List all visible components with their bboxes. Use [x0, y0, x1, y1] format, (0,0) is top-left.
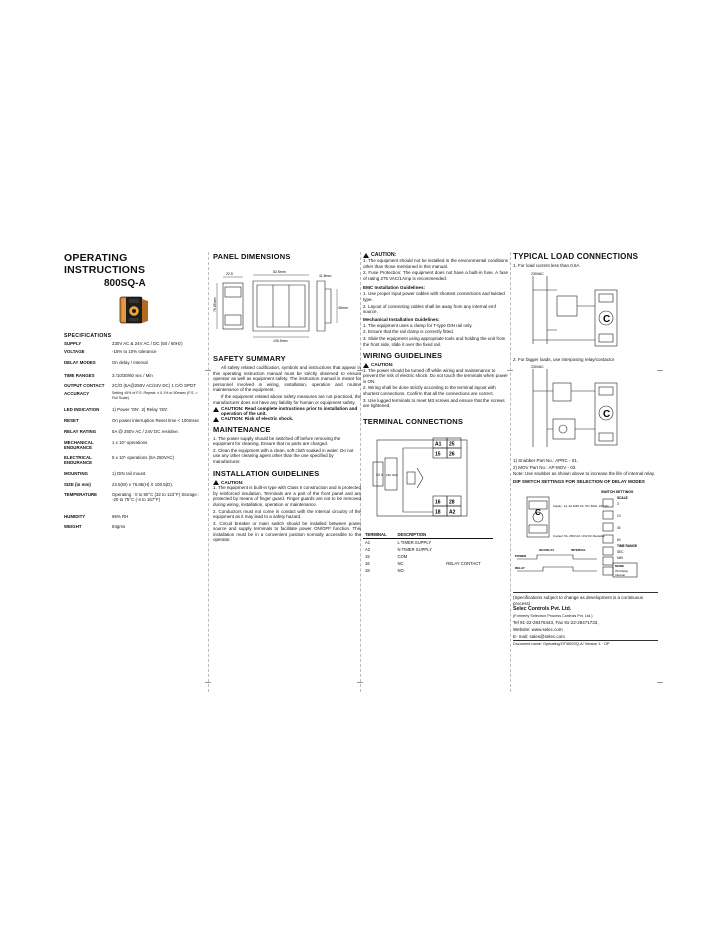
dim-label: 22.5 [226, 272, 233, 276]
table-cell [444, 538, 493, 546]
caution-text: CAUTION: [371, 362, 394, 368]
spec-row [64, 391, 204, 401]
panel-dimensions-diagram [213, 263, 361, 343]
caution-item: 2. Fuse Protection: The equipment does not have a built-in fuse. A fuse of rating 275 VAC/1Amp is recommended. [363, 270, 508, 281]
usage-note: Note: Use snubber as shown above to increase the life of internal relay. [513, 471, 655, 477]
caution-text: CAUTION: [221, 479, 244, 485]
switch-settings-label: SWITCH SETTINGS [601, 489, 634, 494]
spec-value: Setting ±5% of F.S. Repeat: ± 0.1% or 50msec (F.S. = Full Scale) [112, 391, 198, 400]
terminal-label: A1 [435, 441, 442, 448]
timer-device-icon [116, 295, 154, 325]
terminal-label: 16 [435, 499, 441, 506]
spec-value: -15% to 10% tolerance [112, 349, 157, 354]
table-row [363, 538, 493, 546]
maintenance-item: 2. Clean the equipment with a clean, soft cloth soaked in water. Do not use any other cleaning agent other than the one specified by manufacturer. [213, 447, 354, 465]
spec-key: ELECTRICAL ENDURANCE [64, 455, 93, 465]
power-label: POWER [515, 553, 527, 558]
spec-key: MOUNTING [64, 471, 88, 476]
company-tel: Tel 91-22-28476443, Fax 91-22-28471733, [513, 620, 599, 626]
logo-c-icon: C [535, 507, 541, 517]
caution-text: CAUTION: Read complete instructions prior to installation and operation of the unit. [221, 406, 358, 417]
spec-key: OUTPUT CONTACT [64, 383, 105, 388]
company-info [513, 592, 658, 648]
spec-value: Operating : 0 to 50°C (32 to 122°F) Storage : -20 to 75°C (-4 to 167°F) [112, 492, 200, 502]
spec-value: On delay / Interval [112, 360, 148, 365]
spec-value: 95% RH [112, 514, 129, 519]
maintenance-heading: MAINTENANCE [213, 424, 271, 434]
spec-row [64, 341, 204, 346]
spec-key: TIME RANGES [64, 373, 95, 378]
spec-row [64, 514, 204, 519]
panel-dimensions-heading: PANEL DIMENSIONS [213, 252, 291, 261]
dim-label: 100.5mm [273, 339, 288, 343]
relay-label: RELAY [515, 565, 525, 570]
terminal-label: 18 [435, 509, 441, 516]
scale-value: 60 [617, 537, 621, 542]
warning-icon [363, 363, 369, 368]
supply-label: 230VAC [531, 365, 544, 370]
spec-row [64, 492, 204, 502]
mov-note: 2) MOV Part No.: AP-MOV - 03. [513, 464, 577, 470]
fold-tick [205, 682, 211, 683]
table-row [363, 553, 493, 560]
snubber-note: 1) Snubber Part No.: APRC - 01. [513, 458, 579, 464]
mechanical-item: 3. Slide the equipment using appropriate tools and holding the unit from the front side, slide it over the fixed rail. [363, 335, 506, 347]
installation-item: 1. The equipment is built-in type with Class II construction and is protected by reinforced insulation. Terminals are a part of the front panel and are protected by means of finger guard. Finger guards are not to be removed during wiring, installation, operation or maintenance. [213, 485, 361, 507]
spec-value: 2C/O (5A@250V AC/24V DC) 1 C/O SPDT [112, 383, 196, 388]
company-website: Website: www.selec.com [513, 626, 563, 632]
mode-label: MODE [615, 563, 624, 568]
spec-row [64, 429, 204, 434]
specifications-heading: SPECIFICATIONS [64, 333, 112, 339]
scale-label: SCALE [617, 495, 628, 500]
spec-row [64, 482, 204, 487]
time-range-value: SEC [617, 549, 624, 554]
spec-row [64, 440, 204, 450]
fold-line [208, 252, 209, 692]
maintenance-item: 1. The power supply should be switched off before removing the equipment for cleaning. Ensure that no parts are charged. [213, 435, 341, 447]
spec-row [64, 360, 204, 365]
spec-value: 5 x 10⁵ operations (5A 250VAC) [112, 455, 175, 460]
column-panel-safety [213, 252, 361, 692]
spec-row [64, 373, 204, 378]
spec-key: SUPPLY [64, 341, 82, 346]
fold-line [510, 252, 511, 692]
table-header: DESCRIPTION [395, 531, 444, 539]
wiring-item: 2. Wiring shall be done strictly according to the terminal layout with shortest connections. Confirm that all the connections are correct. [363, 385, 496, 396]
spec-value: 3 /10/30/60 sec / Min [112, 373, 153, 378]
supply-label: 230 VAC [386, 472, 398, 477]
spec-key: HUMIDITY [64, 514, 86, 519]
spec-row [64, 455, 204, 465]
safety-body: All safety related codification, symbols and instructions that appear in this operating instruction manual must be strictly observed to ensure operator as well as equipment safety. The instruction manual is meant for personnel involved in wiring, installation, operation and routine maintenance of the equipment. [213, 365, 361, 393]
spec-change-note: (Specifications subject to change as development is a continuous process) [513, 594, 644, 606]
column-wiring [363, 252, 508, 692]
typical-note-1: 1. For load current less than 0.5A [513, 263, 580, 268]
warning-icon [363, 253, 369, 258]
wiring-guidelines-heading: WIRING GUIDELINES [363, 351, 443, 361]
spec-value: On power interruption Reset time < 100msec [112, 418, 200, 423]
interval-label: INTERVAL [571, 547, 586, 552]
load-connection-diagram-1 [513, 270, 653, 350]
terminal-label: 25 [449, 441, 455, 448]
supply-label: 230VAC [531, 271, 544, 276]
time-range-label: TIME RANGE [617, 543, 638, 548]
spec-key: RESET [64, 418, 79, 423]
dip-switch-diagram [513, 485, 653, 583]
warning-icon [213, 417, 219, 422]
spec-key: LED INDICATION [64, 407, 100, 412]
spec-value: 5A @ 250V AC / 24V DC resistive. [112, 429, 179, 434]
installation-item: 3. Circuit breaker or main switch should be installed between power source and supply terminals to facilitate power ON/OFF function. This installation must be in a convenient position normally accessible to the operator. [213, 520, 361, 543]
table-cell: 16 [365, 560, 370, 566]
table-cell: COM [397, 553, 408, 559]
typical-load-heading: TYPICAL LOAD CONNECTIONS [513, 252, 639, 261]
specifications-list [64, 341, 204, 529]
mode-value: ON Delay [615, 568, 629, 573]
safety-summary-heading: SAFETY SUMMARY [213, 354, 286, 363]
logo-c-icon: C [603, 409, 611, 421]
table-cell: 18 [365, 567, 370, 573]
fold-tick [205, 370, 211, 371]
dim-label: 11.5mm [319, 274, 332, 278]
emc-item: 1. Use proper input power cables with shortest connections and twisted type. [363, 291, 505, 302]
installation-heading: INSTALLATION GUIDELINES [213, 468, 320, 478]
spec-row [64, 524, 204, 529]
spec-row [64, 418, 204, 423]
wiring-item: 1. The power should be turned off while wiring and maintenance to prevent the risk of electric shock. Do not touch the terminals when power is ON. [363, 367, 508, 384]
scale-value: 30 [617, 525, 621, 530]
model-number: 800SQ-A [104, 278, 146, 289]
table-row [363, 546, 493, 553]
spec-key: SIZE (in mm) [64, 482, 91, 487]
terminal-connections-diagram [363, 428, 503, 520]
spec-value: 1) DIN rail mount. [112, 471, 147, 476]
table-cell: A2 [365, 546, 371, 552]
spec-key: VOLTAGE [64, 349, 85, 354]
caution-text: CAUTION: Risk of electric shock. [221, 416, 294, 422]
supply-spec-text: Supply : A1, A2 230V AC, 50 / 60Hz, 24V DC [553, 503, 609, 508]
mechanical-heading: Mechanical Installation Guidelines: [363, 316, 440, 322]
terminal-label: A2 [449, 509, 456, 516]
spec-key: WEIGHT [64, 524, 82, 529]
warning-icon [213, 407, 219, 412]
table-header-row [363, 531, 493, 539]
caution-read-instructions [213, 406, 361, 416]
table-cell: A1 [365, 539, 371, 545]
document-name: Document name: Operating/OT/800SQ-A/ Version 1 · OP [513, 640, 658, 648]
table-cell: L TIMER SUPPLY [397, 539, 432, 545]
dip-switch-heading: DIP SWITCH SETTINGS FOR SELECTION OF DELAY MODES [513, 478, 645, 484]
spec-key: MECHANICAL ENDURANCE [64, 440, 94, 450]
spec-value: 84gms [112, 524, 126, 529]
terminal-table [363, 531, 493, 574]
safety-body-2: If the equipment related above safety measures are not practiced, the manufacturer does not have any liability for human or equipment safety. [213, 393, 361, 405]
spec-key: DELAY MODES [64, 360, 96, 365]
relay-contact-label: RELAY CONTACT [446, 560, 481, 566]
caution-text: CAUTION: [371, 252, 397, 258]
table-cell: N TIMER SUPPLY [397, 546, 433, 552]
spec-row [64, 471, 204, 476]
wiring-item: 3. Use lugged terminals to meet M3 screws and ensure that the screws are tightened. [363, 397, 505, 409]
typical-note-2: 2. For bigger loads, use interposing relay/contactor [513, 356, 615, 362]
load-connection-diagram-2 [513, 363, 653, 453]
instruction-sheet [58, 252, 655, 692]
company-name: Selec Controls Pvt. Ltd. [513, 606, 572, 613]
spec-row [64, 407, 204, 412]
company-email: E- mail: sales@selec.com [513, 633, 565, 639]
spec-row [64, 349, 204, 354]
spec-row [64, 383, 204, 388]
spec-key: RELAY RATING [64, 429, 97, 434]
terminal-connections-heading: TERMINAL CONNECTIONS [363, 416, 464, 426]
table-cell: NC [397, 560, 404, 566]
scale-value: 10 [617, 513, 621, 518]
terminal-label: 15 [435, 451, 441, 458]
table-cell [444, 546, 493, 553]
time-range-value: MIN [617, 555, 623, 560]
supply-label: 24 V [376, 472, 383, 477]
on-delay-label: ON DELAY [539, 547, 555, 552]
table-cell: NO [397, 567, 404, 573]
dim-label: 76.85mm [213, 297, 217, 312]
caution-item: 1. The equipment should not be installed in the environmental conditions other than those mentioned in this manual. [363, 258, 508, 269]
contact-spec-text: Contact: 5A, 250V AC / 24V DC Resistive [553, 533, 605, 538]
spec-value: 1) Power 'ON'. 2) Relay 'ON'. [112, 407, 169, 412]
spec-value: 1 x 10⁷ operations [112, 440, 148, 445]
table-cell: 15 [365, 553, 370, 559]
logo-c-icon: C [603, 313, 611, 325]
caution-electric-shock [213, 416, 361, 422]
spec-key: TEMPERATURE [64, 492, 98, 497]
spec-value: 230V AC & 24V AC / DC (50 / 60Hz) [112, 341, 183, 346]
product-image [116, 295, 154, 325]
emc-heading: EMC Installation Guidelines: [363, 285, 426, 291]
mechanical-item: 1. The equipment uses a clamp for T-type DIN rail only. [363, 322, 473, 328]
installation-item: 2. Conductors must not come in contact with the internal circuitry of the equipment as it may lead to a safety hazard. [213, 508, 361, 520]
column-typical-connections [513, 252, 658, 692]
terminal-label: 28 [449, 499, 455, 506]
company-formerly: (Formerly Selectron Process Controls Pvt. Ltd.) [513, 613, 593, 618]
spec-value: 22.5(W) x 76.85(H) X 100.5(D). [112, 482, 174, 487]
dim-label: 52.5mm [273, 270, 286, 274]
emc-item: 2. Layout of connecting cables shall be away from any internal emf source. [363, 303, 496, 315]
table-header-blank [444, 531, 493, 539]
scale-value: 3 [617, 501, 619, 506]
terminal-label: 26 [449, 451, 455, 458]
mechanical-item: 2. Ensure that the rail clamp is correctly fitted. [363, 329, 455, 335]
table-header: TERMINAL [363, 531, 395, 539]
page-title: OPERATING INSTRUCTIONS [64, 252, 146, 276]
spec-key: ACCURACY [64, 391, 90, 396]
mode-value: Interval [615, 572, 625, 577]
dim-label: 45mm [338, 306, 348, 310]
column-specifications [64, 252, 204, 692]
